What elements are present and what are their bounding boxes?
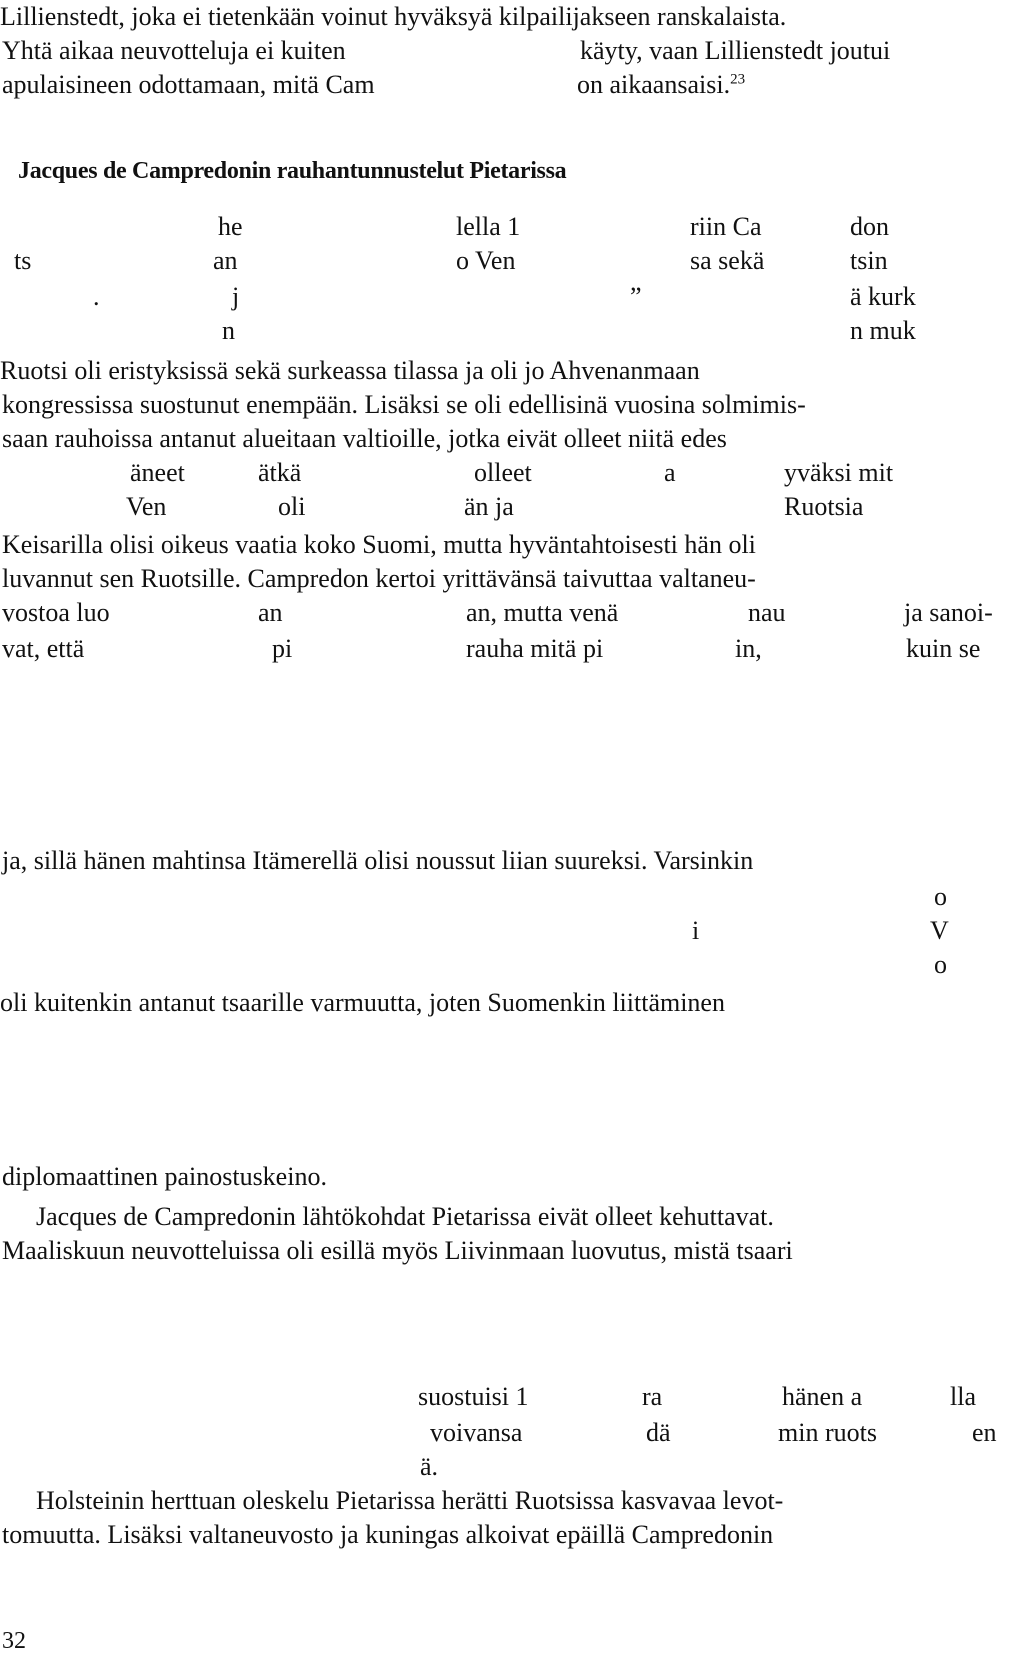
section-heading: Jacques de Campredonin rauhantunnustelut Pietarissa: [18, 158, 567, 184]
text-fragment: suostuisi 1: [418, 1382, 529, 1411]
text-line: luvannut sen Ruotsille. Campredon kertoi yrittävänsä taivuttaa valtaneu-: [2, 564, 756, 593]
text-fragment: o: [934, 950, 947, 979]
text-fragment: pi: [272, 634, 293, 663]
text-fragment: Yhtä aikaa neuvotteluja ei kuiten: [2, 36, 346, 65]
text-line: [0, 988, 1020, 1018]
text-fragment: ”: [630, 282, 642, 311]
text-fragment: vat, että: [2, 634, 85, 663]
text-line: ja, sillä hänen mahtinsa Itämerellä olisi noussut liian suureksi. Varsinkin: [2, 846, 754, 875]
text-fragment: .: [93, 282, 100, 311]
text-fragment: ä kurk: [850, 282, 916, 311]
text-fragment: en: [972, 1418, 997, 1447]
text-fragment: riin Ca: [690, 212, 762, 241]
text-line: Jacques de Campredonin lähtökohdat Pietarissa eivät olleet kehuttavat.: [36, 1202, 774, 1231]
text-fragment: n: [222, 316, 235, 345]
text-fragment: min ruots: [778, 1418, 877, 1447]
text-line: tomuutta. Lisäksi valtaneuvosto ja kuningas alkoivat epäillä Campredonin: [2, 1520, 774, 1549]
text-fragment: apulaisineen odottamaan, mitä Cam: [2, 70, 375, 99]
text-fragment: vostoa luo: [2, 598, 110, 627]
text-fragment: an, mutta venä: [466, 598, 619, 627]
text-fragment: äneet: [130, 458, 185, 487]
text-line: [0, 2, 1020, 32]
text-fragment: Ruotsia: [784, 492, 864, 521]
text-fragment: nau: [748, 598, 786, 627]
footnote-ref: 23: [730, 71, 746, 88]
text-line: saan rauhoissa antanut alueitaan valtioille, jotka eivät olleet niitä edes: [2, 424, 727, 453]
page-number: 32: [2, 1628, 26, 1654]
text-fragment: Ven: [126, 492, 167, 521]
text-fragment: in,: [735, 634, 762, 663]
line-text: Lillienstedt, joka ei tietenkään voinut hyväksyä kilpailijakseen ranskalaista.: [0, 2, 787, 31]
text-fragment: an: [258, 598, 283, 627]
text-line: Keisarilla olisi oikeus vaatia koko Suomi, mutta hyväntahtoisesti hän oli: [2, 530, 756, 559]
text-fragment: a: [664, 458, 676, 487]
text-fragment: n muk: [850, 316, 916, 345]
text-fragment: o Ven: [456, 246, 516, 275]
text-fragment: on aikaansaisi.$^{23}$: [577, 70, 746, 99]
text-fragment: lella 1: [456, 212, 521, 241]
text-fragment: V: [930, 916, 949, 945]
text-fragment: voivansa: [430, 1418, 523, 1447]
text-fragment: ä.: [420, 1452, 439, 1481]
text-fragment: olleet: [474, 458, 532, 487]
text-fragment: i: [692, 916, 700, 945]
text-fragment: dä: [646, 1418, 671, 1447]
text-line: diplomaattinen painostuskeino.: [2, 1162, 327, 1191]
text-fragment: o: [934, 882, 947, 911]
text-fragment: ätkä: [258, 458, 302, 487]
text-fragment: hänen a: [782, 1382, 863, 1411]
text-fragment: yväksi mit: [784, 458, 894, 487]
text-fragment: an: [213, 246, 238, 275]
text-fragment: oli: [278, 492, 306, 521]
text-line: Holsteinin herttuan oleskelu Pietarissa herätti Ruotsissa kasvavaa levot-: [36, 1486, 784, 1515]
text-line: Maaliskuun neuvotteluissa oli esillä myös Liivinmaan luovutus, mistä tsaari: [2, 1236, 793, 1265]
text-fragment: ja sanoi-: [904, 598, 993, 627]
line-text: oli kuitenkin antanut tsaarille varmuutta, joten Suomenkin liittäminen: [0, 988, 725, 1017]
text-fragment: j: [232, 282, 240, 311]
text-fragment: he: [218, 212, 243, 241]
text-fragment: don: [850, 212, 889, 241]
text-fragment: än ja: [464, 492, 514, 521]
text-fragment: lla: [950, 1382, 976, 1411]
line-text: Ruotsi oli eristyksissä sekä surkeassa tilassa ja oli jo Ahvenanmaan: [0, 356, 700, 385]
text-line: kongressissa suostunut enempään. Lisäksi se oli edellisinä vuosina solmimis-: [2, 390, 806, 419]
text-line: [0, 356, 1020, 386]
text-fragment: tsin: [850, 246, 888, 275]
text-fragment: ra: [642, 1382, 663, 1411]
text-fragment: rauha mitä pi: [466, 634, 604, 663]
text-fragment: ts: [14, 246, 32, 275]
text-fragment: kuin se: [906, 634, 981, 663]
text-fragment: käyty, vaan Lillienstedt joutui: [580, 36, 891, 65]
text-fragment: sa sekä: [690, 246, 765, 275]
